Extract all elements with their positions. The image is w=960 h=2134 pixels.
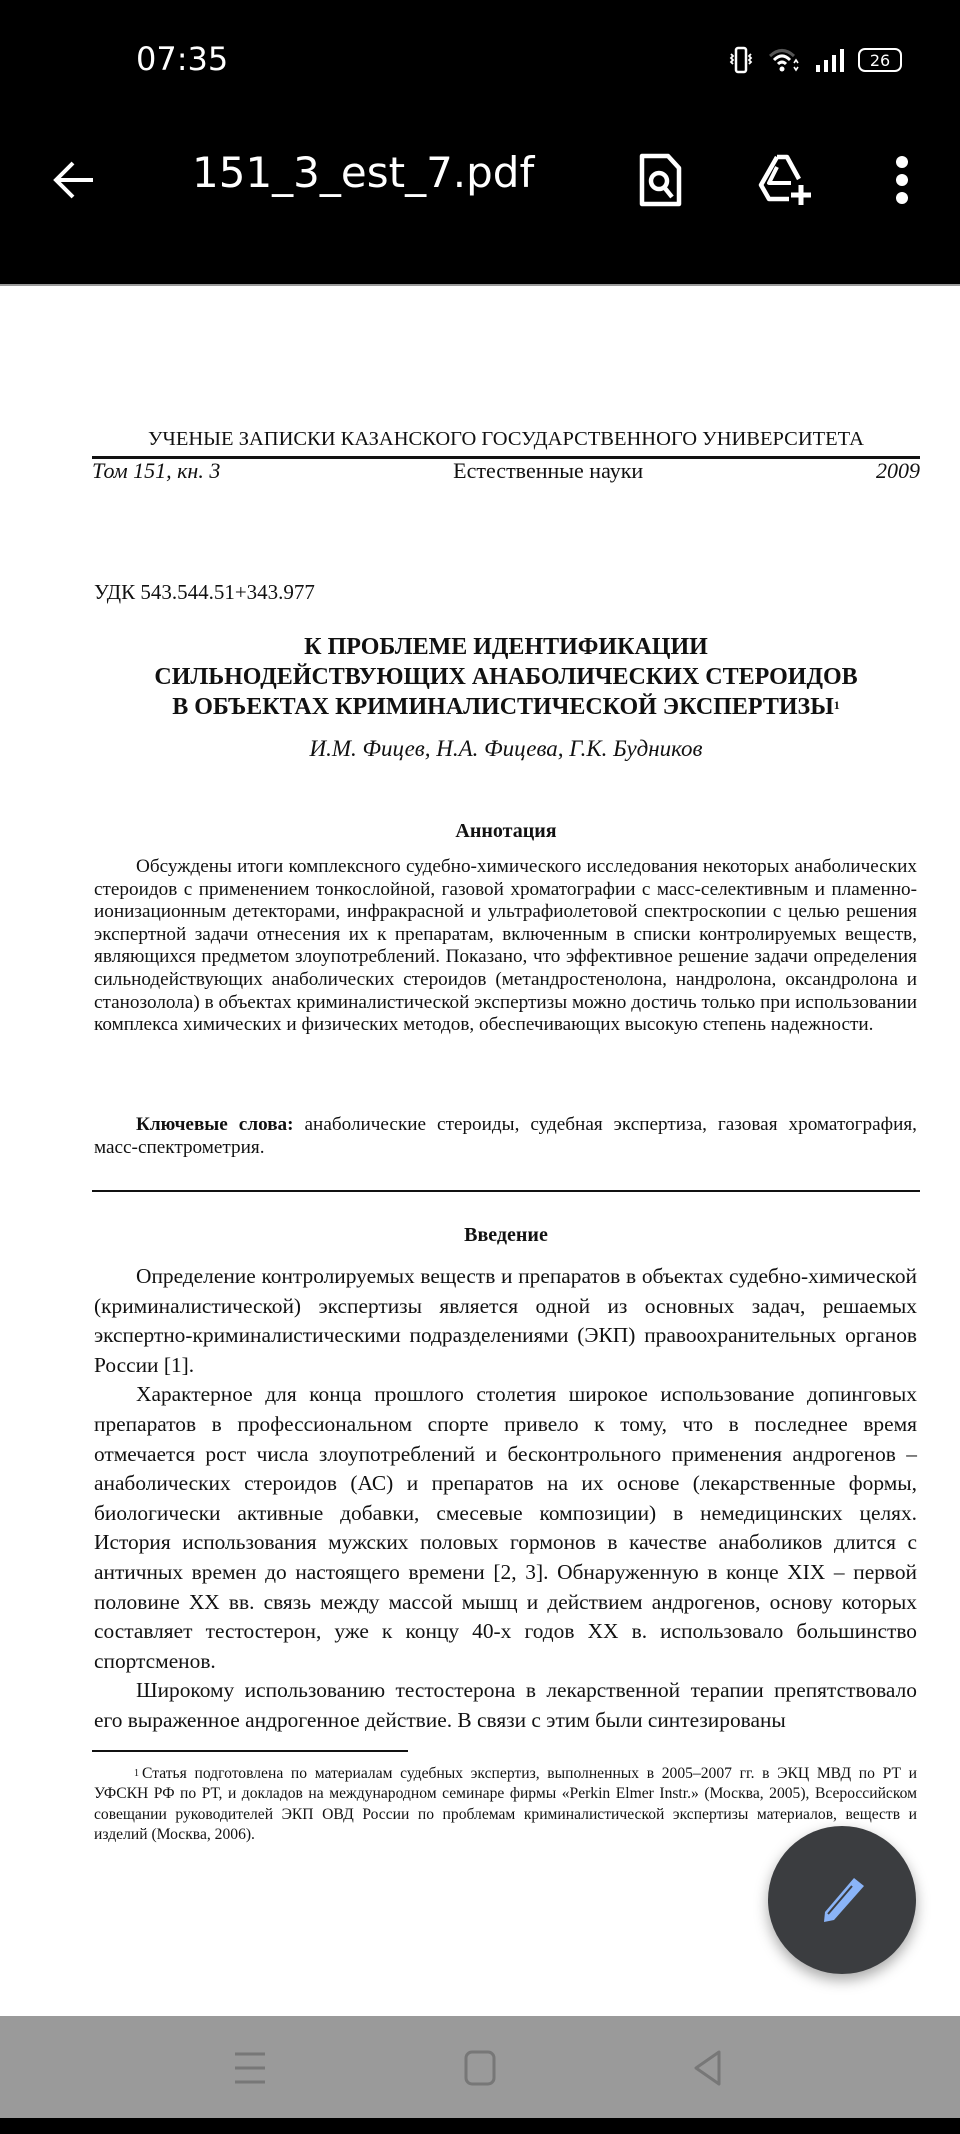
journal-subheader xyxy=(92,458,920,484)
keywords xyxy=(94,1114,917,1159)
search-document-icon xyxy=(638,153,682,207)
abstract xyxy=(94,856,917,1037)
home-button[interactable] xyxy=(450,2040,510,2096)
home-icon xyxy=(463,2050,497,2086)
edit-fab-button[interactable] xyxy=(768,1826,916,1974)
abstract-heading: Аннотация xyxy=(455,820,557,842)
battery-icon: 26 xyxy=(858,48,902,72)
vibrate-icon xyxy=(728,46,754,74)
bottom-strip xyxy=(0,2118,960,2134)
abstract-text: Обсуждены итоги комплексного судебно-химического исследования некоторых анаболических стероидов с применением тонкослойной, газовой хроматографии с масс-селективным и пламенно-ионизационным детекторами, инфракрасной и ультрафиолетовой спектроскопии с целью решения экспертной задачи отнесения их к препаратам, включенным в списки контролируемых веществ, являющихся предметом злоупотреблений. Показано, что эффективное решение задачи определения сильнодействующих анаболических стероидов (метандростенолона, нандролона, оксандролона и станозолола) в объектах криминалистической экспертизы можно достичь только при использовании комплекса химических и физических методов, обеспечивающих высокую степень надежности. xyxy=(94,856,917,1036)
recents-button[interactable] xyxy=(220,2040,280,2096)
footnote-mark: 1 xyxy=(134,1768,139,1779)
footnote-text: Статья подготовлена по материалам судебных экспертиз, выполненных в 2005–2007 гг. в ЭКЦ МВД по РТ и УФСКН РФ по РТ, и докладов на международном семинаре фирмы «Perkin Elmer Instr.» (Москва, 2005), Всероссийском совещании руководителей ЭКП ОВД России по проблемам криминалистической экспертизы материалов, веществ и изделий (Москва, 2006). xyxy=(94,1765,917,1844)
pdf-viewer[interactable] xyxy=(0,284,960,2016)
pencil-edit-icon xyxy=(814,1872,870,1928)
article-authors: И.М. Фицев, Н.А. Фицева, Г.К. Будников xyxy=(309,736,703,761)
back-icon xyxy=(691,2049,725,2087)
back-nav-button[interactable] xyxy=(678,2040,738,2096)
intro-body xyxy=(94,1262,917,1736)
app-bar xyxy=(0,120,960,284)
intro-paragraph: Характерное для конца прошлого столетия широкое использование допинговых препаратов в профессиональном спорте привело к тому, что в последнее время отмечается рост числа злоупотреблений и бесконтрольного применения андрогенов – анаболических стероидов (АС) и препаратов на их основе (лекарственные формы, биологически активные добавки, смесевые композиции) в немедицинских целях. История использования мужских половых гормонов в качестве анаболиков длится с античных времен до настоящего времени [2, 3]. Обнаруженную в конце XIX – первой половине XX вв. связь между массой мышц и действием андрогенов, основу которых составляет тестостерон, уже к концу 40-х годов XX в. использовало большинство спортсменов. xyxy=(94,1382,917,1673)
add-to-drive-icon xyxy=(757,153,815,207)
footnote-divider xyxy=(92,1750,408,1752)
title-line: В ОБЪЕКТАХ КРИМИНАЛИСТИЧЕСКОЙ ЭКСПЕРТИЗЫ$^1$ xyxy=(172,694,840,720)
wifi-icon xyxy=(768,47,800,73)
more-options-button[interactable] xyxy=(870,148,934,212)
journal-volume: Том 151, кн. 3 xyxy=(92,458,221,483)
intro-paragraph: Определение контролируемых веществ и препаратов в объектах судебно-химической (криминалистической) экспертизы является одной из основных задач, решаемых экспертно-криминалистическими подразделениями (ЭКП) правоохранительных органов России [1]. xyxy=(94,1264,917,1377)
section-divider xyxy=(92,1190,920,1192)
status-bar xyxy=(0,0,960,120)
status-time: 07:35 xyxy=(136,40,229,78)
journal-year: 2009 xyxy=(876,458,920,483)
signal-icon xyxy=(814,47,844,73)
title-line: СИЛЬНОДЕЙСТВУЮЩИХ АНАБОЛИЧЕСКИХ СТЕРОИДОВ xyxy=(154,664,858,690)
journal-section: Естественные науки xyxy=(453,458,644,483)
add-to-drive-button[interactable] xyxy=(754,148,818,212)
keywords-label: Ключевые слова: xyxy=(136,1114,294,1135)
footnote xyxy=(94,1764,917,1846)
more-vert-icon xyxy=(895,155,909,205)
keywords-text: анаболические стероиды, судебная экспертиза, газовая хроматография, масс-спектрометрия. xyxy=(94,1114,917,1158)
status-icons xyxy=(728,46,902,74)
footnote-mark: 1 xyxy=(833,698,840,712)
intro-heading: Введение xyxy=(464,1224,548,1246)
back-button[interactable] xyxy=(44,150,104,210)
journal-name: УЧЕНЫЕ ЗАПИСКИ КАЗАНСКОГО ГОСУДАРСТВЕННОГО УНИВЕРСИТЕТА xyxy=(148,428,864,450)
recents-icon xyxy=(233,2051,267,2085)
udk-code: УДК 543.544.51+343.977 xyxy=(94,580,315,604)
search-document-button[interactable] xyxy=(628,148,692,212)
title-line: К ПРОБЛЕМЕ ИДЕНТИФИКАЦИИ xyxy=(304,634,708,660)
document-title: 151_3_est_7.pdf xyxy=(192,148,535,197)
article-title xyxy=(92,632,920,722)
intro-paragraph: Широкому использованию тестостерона в лекарственной терапии препятствовало его выраженное андрогенное действие. В связи с этим были синтезированы xyxy=(94,1678,917,1732)
system-nav-bar xyxy=(0,2016,960,2118)
back-arrow-icon xyxy=(51,157,97,203)
